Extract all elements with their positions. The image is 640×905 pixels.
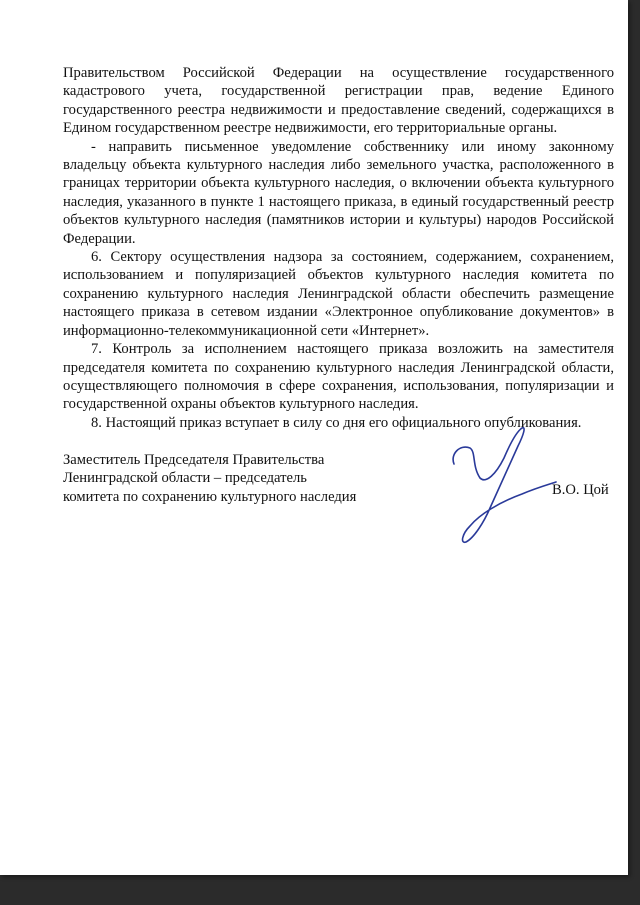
paragraph-notification: - направить письменное уведомление собственнику или иному законному владельцу объекта культурного наследия либо земельного участка, расположенного в границах территории объекта культурного наследия, о включении объекта культурного наследия, указанного в пункте 1 настоящего приказа, в единый государственный реестр объектов культурного наследия (памятников истории и культуры) народов Российской Федерации. bbox=[63, 138, 614, 247]
paragraph-item-7: 7. Контроль за исполнением настоящего приказа возложить на заместителя председателя комитета по сохранению культурного наследия Ленинградской области, осуществляющего полномочия в сфере сохранения, использования, популяризации и государственной охраны объектов культурного наследия. bbox=[63, 341, 614, 413]
signatory-position-line: Заместитель Председателя Правительства bbox=[63, 452, 325, 468]
paragraph-continuation: Правительством Российской Федерации на осуществление государственного кадастрового учета, государственной регистрации прав, ведение Единого государственного реестра недвижимости и предоставление сведений, содержащихся в Едином государственном реестре недвижимости, его территориальные органы. bbox=[63, 65, 614, 137]
paragraph-item-6: 6. Сектору осуществления надзора за состоянием, содержанием, сохранением, использованием и популяризацией объектов культурного наследия комитета по сохранению культурного наследия Ленинградской области обеспечить размещение настоящего приказа в сетевом издании «Электронное опубликование документов» в информационно-телекоммуникационной сети «Интернет». bbox=[63, 249, 614, 339]
signatory-position-line: комитета по сохранению культурного наследия bbox=[63, 488, 357, 505]
signatory-position bbox=[63, 451, 393, 506]
document-body bbox=[63, 64, 614, 432]
signatory-position-line: Ленинградской области – председатель bbox=[63, 470, 307, 487]
paragraph-item-8: 8. Настоящий приказ вступает в силу со дня его официального опубликования. bbox=[91, 414, 582, 431]
signatory-name: В.О. Цой bbox=[552, 482, 609, 498]
handwritten-signature bbox=[440, 418, 560, 548]
